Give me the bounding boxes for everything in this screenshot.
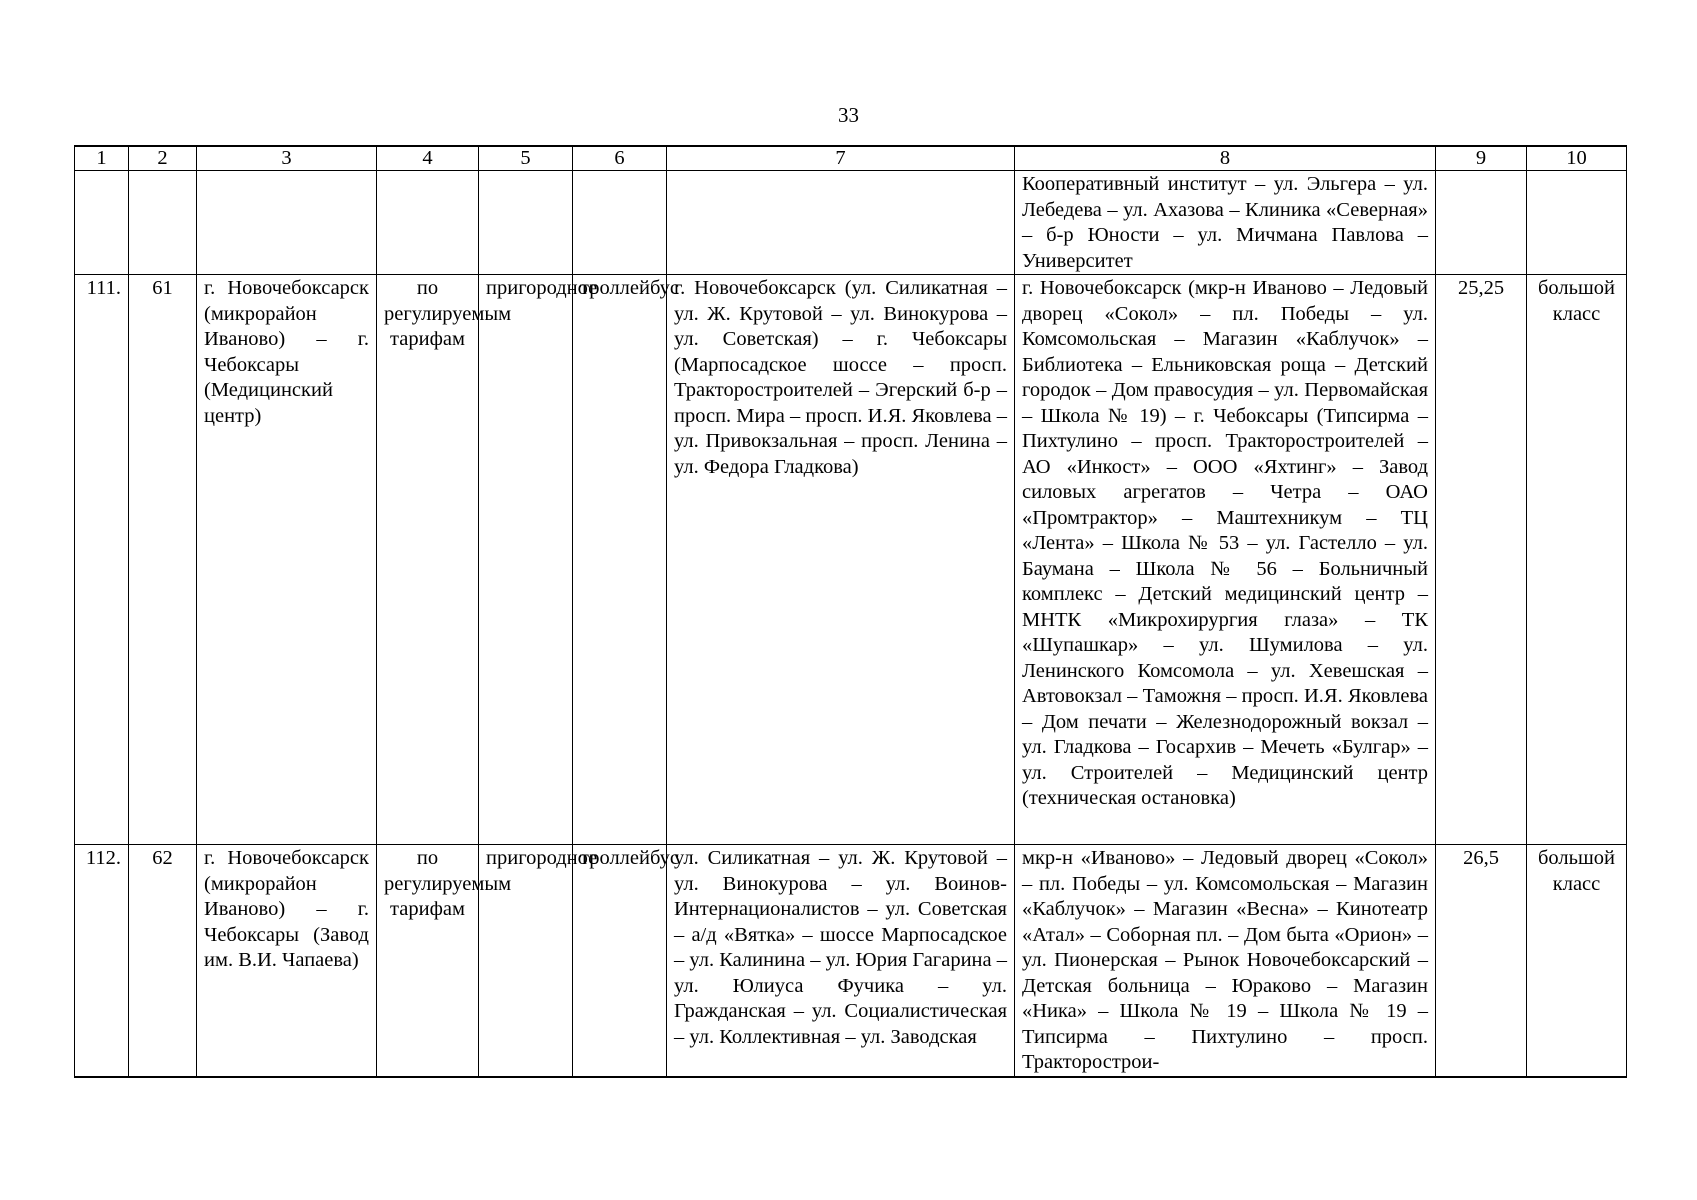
route-stops: мкр-н «Иваново» – Ледовый дворец «Сокол» – пл. Победы – ул. Комсомольская – Магазин «Каблучок» – Магазин «Весна» – Кинотеатр «Атал» – Соборная пл. – Дом быта «Орион» – ул. Пионерская – Рынок Новочебоксарский – Детская больница – Юраково – Магазин «Ника» – Школа № 19 – Школа № 19 – Типсирма – Пихтулино – просп. Тракторострои- — [1015, 845, 1436, 1077]
route-length: 26,5 — [1436, 845, 1527, 1077]
vehicle-type: троллейбус — [573, 275, 667, 845]
route-streets: ул. Силикатная – ул. Ж. Крутовой – ул. Винокурова – ул. Воинов-Интернационалистов – ул. Советская – а/д «Вятка» – шоссе Марпосадское – ул. Калинина – ул. Юрия Гагарина – ул. Юлиуса Фучика – ул. Гражданская – ул. Социалистическая – ул. Коллективная – ул. Заводская — [667, 845, 1015, 1077]
column-header: 3 — [197, 146, 377, 171]
tariff-type: по регулируемым тарифам — [377, 275, 479, 845]
vehicle-class: большой класс — [1527, 275, 1627, 845]
route-name: г. Новочебоксарск (микрорайон Иваново) – г. Чебоксары (Завод им. В.И. Чапаева) — [197, 845, 377, 1077]
route-streets: г. Новочебоксарск (ул. Силикатная – ул. Ж. Крутовой – ул. Винокурова – ул. Советская) – г. Чебоксары (Марпосадское шоссе – просп. Тракторостроителей – Эгерский б-р – просп. Мира – просп. И.Я. Яковлева – ул. Привокзальная – просп. Ленина – ул. Федора Гладкова) — [667, 275, 1015, 845]
route-number: 61 — [129, 275, 197, 845]
column-header: 8 — [1015, 146, 1436, 171]
vehicle-type: троллейбус — [573, 845, 667, 1077]
route-stops: г. Новочебоксарск (мкр-н Иваново – Ледовый дворец «Сокол» – пл. Победы – ул. Комсомольская – Магазин «Каблучок» – Библиотека – Ельниковская роща – Детский городок – Дом правосудия – ул. Первомайская – Школа № 19) – г. Чебоксары (Типсирма – Пихтулино – просп. Тракторостроителей – АО «Инкост» – ООО «Яхтинг» – Завод силовых агрегатов – Четра – ОАО «Промтрактор» – Маштехникум – ТЦ «Лента» – Школа № 53 – ул. Гастелло – ул. Баумана – Школа № 56 – Больничный комплекс – Детский медицинский центр – МНТК «Микрохирургия глаза» – ТК «Шупашкар» – ул. Шумилова – ул. Ленинского Комсомола – ул. Хевешская – Автовокзал – Таможня – просп. И.Я. Яковлева – Дом печати – Железнодорожный вокзал – ул. Гладкова – Госархив – Мечеть «Булгар» – ул. Строителей – Медицинский центр (техническая остановка) — [1015, 275, 1436, 845]
column-header: 5 — [479, 146, 573, 171]
column-header: 4 — [377, 146, 479, 171]
page-number: 33 — [838, 103, 859, 127]
table-row — [75, 275, 1627, 845]
column-header: 7 — [667, 146, 1015, 171]
header-row — [75, 146, 1627, 171]
vehicle-class: большой класс — [1527, 845, 1627, 1077]
column-header: 10 — [1527, 146, 1627, 171]
tariff-type: по регулируемым тарифам — [377, 845, 479, 1077]
stops-cell-continued: Кооперативный институт – ул. Эльгера – ул. Лебедева – ул. Ахазова – Клиника «Северная» – б-р Юности – ул. Мичмана Павлова – Университет — [1015, 171, 1436, 275]
route-number: 62 — [129, 845, 197, 1077]
transport-type: пригородное — [479, 275, 573, 845]
column-header: 1 — [75, 146, 129, 171]
routes-table — [74, 145, 1627, 1078]
column-header: 6 — [573, 146, 667, 171]
table-row — [75, 845, 1627, 1077]
route-length: 25,25 — [1436, 275, 1527, 845]
row-number: 112. — [75, 845, 129, 1077]
continuation-row — [75, 171, 1627, 275]
transport-type: пригородное — [479, 845, 573, 1077]
route-name: г. Новочебоксарск (микрорайон Иваново) – г. Чебоксары (Медицинский центр) — [197, 275, 377, 845]
row-number: 111. — [75, 275, 129, 845]
column-header: 9 — [1436, 146, 1527, 171]
column-header: 2 — [129, 146, 197, 171]
